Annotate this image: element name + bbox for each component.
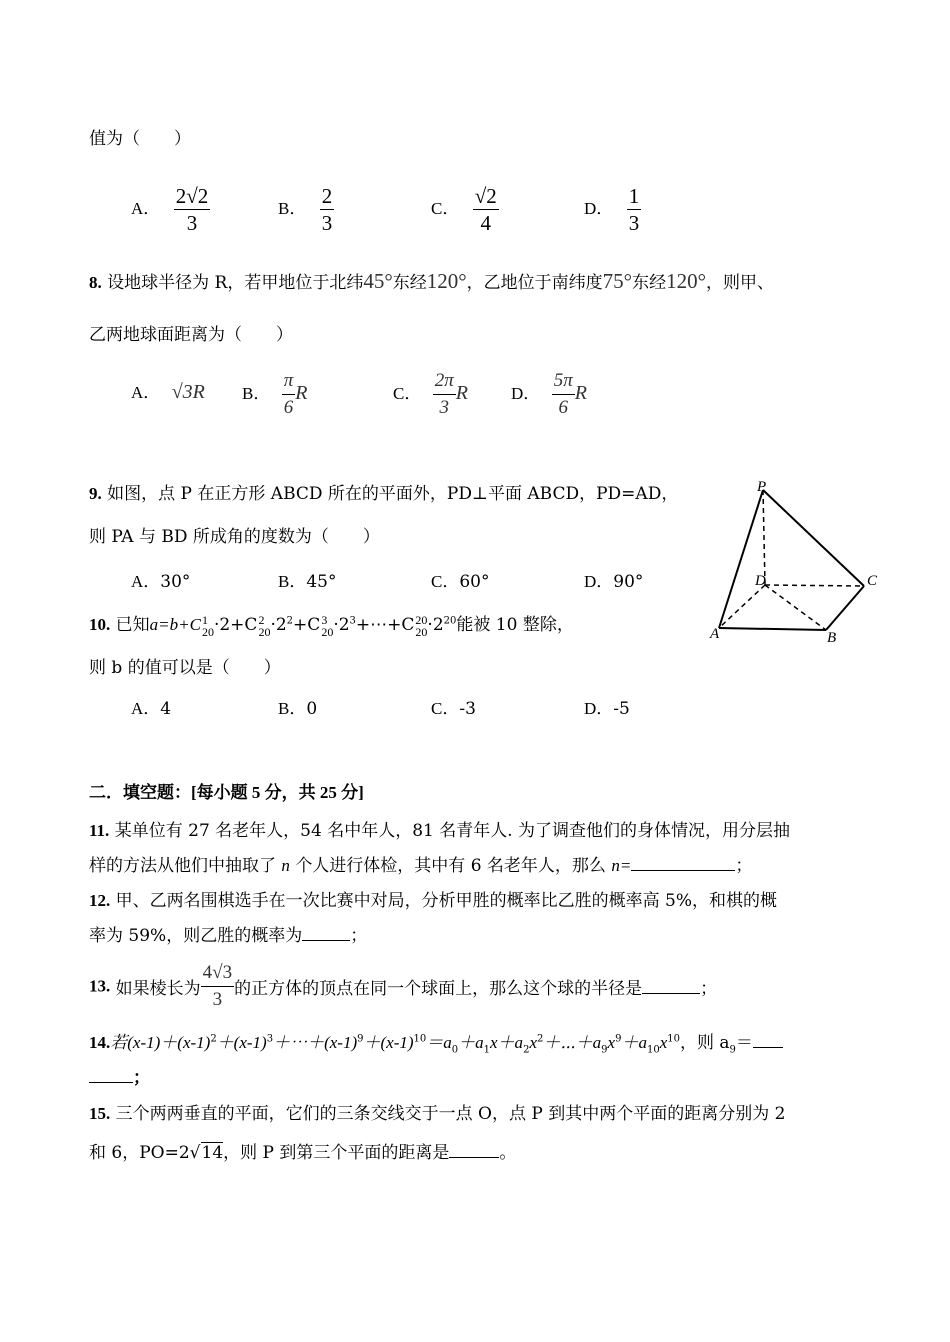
q14-expr: ＋a (621, 1033, 647, 1052)
vertex-label-p: P (757, 479, 767, 495)
numerator: 4√3 (201, 960, 234, 987)
pyramid-figure (705, 475, 890, 645)
exponent: 20 (443, 615, 457, 627)
q14-expr: x (659, 1033, 668, 1052)
edge-pd (763, 490, 765, 585)
q8-text: 设地球半径为 R，若甲地位于北纬 (107, 273, 364, 293)
q14-expr: ＋(x-1) (363, 1033, 414, 1052)
q11-var-n: n (281, 856, 290, 875)
numerator: √2 (474, 184, 497, 208)
q8-lat2: 75° (602, 269, 633, 293)
q7-option-c[interactable] (431, 183, 499, 236)
exponent: 2 (286, 615, 294, 627)
option-label: B． (278, 699, 307, 718)
question-number: 14. (89, 1033, 111, 1052)
exponent: 2 (210, 1033, 217, 1045)
option-text: 45° (306, 572, 337, 592)
exponent: 10 (667, 1033, 680, 1045)
q11-text: 个人进行体检，其中有 6 名老年人，那么 (295, 856, 606, 876)
fraction (320, 183, 335, 236)
q10-term: +C (293, 615, 321, 635)
q11-var-n: n= (611, 856, 632, 875)
question-number: 9. (89, 484, 102, 503)
q10-option-a[interactable] (131, 694, 171, 719)
numerator: 2√2 (175, 184, 209, 208)
q14-line1 (89, 1028, 783, 1056)
comb-bottom: 20 (258, 624, 271, 639)
option-text: 90° (613, 572, 644, 592)
q8-option-c[interactable] (393, 368, 468, 421)
comb-bottom: 20 (201, 624, 214, 639)
question-number: 15. (89, 1104, 111, 1123)
edge-dc (765, 585, 864, 586)
q10-text: 已知 (115, 615, 150, 635)
answer-blank[interactable] (753, 1033, 783, 1048)
q11-line2 (89, 851, 752, 876)
q11-text: 某单位有 27 名老年人，54 名中年人，81 名青年人. 为了调查他们的身体情况，用分层抽 (114, 821, 791, 841)
comb-top: 2 (258, 612, 265, 627)
exponent: 9 (615, 1033, 622, 1045)
q8-option-a[interactable] (131, 378, 205, 404)
combination (258, 614, 270, 638)
exponent: 9 (357, 1033, 364, 1045)
combination (415, 614, 427, 638)
q11-text: ； (735, 856, 753, 876)
exponent: 10 (413, 1033, 427, 1045)
q10-term: ·2 (270, 615, 287, 635)
q15-line2 (89, 1138, 516, 1163)
exponent: 3 (266, 1033, 274, 1045)
q14-expr: x (529, 1033, 537, 1052)
q10-term: ·2 (333, 615, 350, 635)
denominator: 3 (212, 989, 223, 1010)
question-number: 12. (89, 891, 111, 910)
q10-term: ·2+C (213, 615, 258, 635)
denominator: 3 (439, 397, 450, 418)
combination (202, 614, 214, 638)
comb-bottom: 20 (321, 624, 334, 639)
option-label: C． (393, 384, 422, 403)
q12-text: 率为 59%，则乙胜的概率为 (89, 926, 303, 946)
denominator: 6 (558, 397, 568, 418)
option-label: D． (584, 699, 614, 718)
q14-line2 (89, 1063, 150, 1088)
option-label: B． (278, 572, 307, 591)
option-label: D． (511, 384, 541, 403)
numerator: 1 (628, 184, 640, 208)
q8-text: ，乙地位于南纬度 (466, 273, 603, 293)
q8-lat1: 45° (363, 269, 393, 293)
option-label: D． (584, 199, 614, 218)
q14-text: ＝ (735, 1033, 753, 1053)
q8-line1 (89, 268, 774, 294)
numerator: π (282, 368, 296, 395)
q7-option-a[interactable] (131, 183, 210, 236)
q10-option-c[interactable] (431, 694, 476, 719)
edge-ab (719, 628, 826, 630)
q9-option-d[interactable] (584, 567, 643, 592)
option-label: B． (242, 384, 271, 403)
subscript: 1 (483, 1044, 491, 1056)
numerator: 5π (552, 368, 575, 395)
exponent: 3 (349, 615, 356, 627)
fraction (552, 368, 575, 421)
q12-text: ； (350, 926, 368, 946)
fraction (627, 183, 642, 236)
denominator: 4 (480, 211, 492, 235)
option-text: -3 (459, 699, 476, 719)
edge-cb (826, 586, 864, 630)
q14-text: ，则 a (679, 1033, 730, 1053)
answer-blank[interactable] (631, 856, 735, 871)
q11-text: 样的方法从他们中抽取了 (89, 856, 276, 876)
denominator: 3 (186, 211, 198, 235)
q14-expr: x＋a (490, 1033, 524, 1052)
option-label: C． (431, 572, 460, 591)
q14-expr: x (607, 1033, 616, 1052)
q10-term: ·2 (427, 615, 444, 635)
q9-option-b[interactable] (278, 567, 336, 592)
subscript: 10 (646, 1044, 660, 1056)
option-label: B． (278, 199, 307, 218)
answer-blank[interactable] (302, 926, 350, 941)
comb-top: 1 (201, 612, 208, 627)
option-label: C． (431, 699, 460, 718)
q13-text: 的正方体的顶点在同一个球面上，那么这个球的半径是 (234, 979, 643, 999)
vertex-label-d: D (755, 573, 766, 589)
question-number: 10. (89, 615, 111, 634)
q15-text: 和 6，PO=2 (89, 1143, 190, 1163)
q10-option-d[interactable] (584, 694, 630, 719)
variable: R (455, 382, 468, 404)
fraction (473, 183, 499, 236)
q15-line1 (89, 1099, 785, 1124)
q14-expr: ＋(x-1) (216, 1033, 267, 1052)
q14-expr: ＋⋯＋(x-1) (273, 1033, 358, 1052)
q8-text: 东经 (392, 273, 427, 293)
subscript: 0 (451, 1044, 459, 1056)
variable: R (574, 382, 587, 404)
numerator: 2 (321, 184, 333, 208)
comb-bottom: 20 (415, 624, 428, 639)
q10-line1 (89, 610, 574, 638)
option-label: A． (131, 383, 161, 402)
q14-text: ； (133, 1068, 150, 1087)
subscript: 2 (523, 1044, 530, 1056)
q9-option-c[interactable] (431, 567, 489, 592)
q12-line2 (89, 921, 367, 946)
q9-line2: 则 PA 与 BD 所成角的度数为（ ） (89, 527, 380, 547)
vertex-label-c: C (867, 573, 878, 589)
q12-text: 甲、乙两名围棋选手在一次比赛中对局，分析甲胜的概率比乙胜的概率高 5%，和棋的概 (115, 891, 778, 911)
fraction (282, 368, 296, 421)
sqrt-sign-icon: √ (189, 1143, 201, 1163)
q10-expr: a=b+C (149, 615, 201, 634)
edge-pa (719, 490, 763, 628)
option-label: A． (131, 572, 161, 591)
q10-text: 能被 10 整除， (456, 615, 574, 635)
vertex-label-b: B (827, 630, 837, 645)
q15-text: ，则 P 到第三个平面的距离是 (223, 1143, 450, 1163)
q8-text: ，则甲、 (705, 273, 774, 293)
option-label: A． (131, 699, 161, 718)
question-number: 8. (89, 273, 102, 292)
q9-text: 如图，点 P 在正方形 ABCD 所在的平面外，PD⊥平面 ABCD，PD=AD， (107, 484, 679, 504)
q7-option-b[interactable] (278, 183, 334, 236)
edge-pc (763, 490, 864, 586)
option-label: D． (584, 572, 614, 591)
q13-text: 如果棱长为 (115, 979, 201, 999)
section-title: 二．填空题：[每小题 5 分，共 25 分] (89, 783, 364, 802)
question-number: 13. (89, 976, 111, 996)
comb-top: 20 (415, 612, 428, 627)
denominator: 3 (321, 211, 333, 235)
subscript: 9 (601, 1044, 608, 1056)
q11-line1 (89, 816, 790, 841)
denominator: 6 (283, 397, 294, 418)
q8-option-d[interactable] (511, 368, 587, 421)
variable: R (295, 382, 308, 404)
q15-text: 三个两两垂直的平面，它们的三条交线交于一点 O，点 P 到其中两个平面的距离分别为 2 (115, 1104, 786, 1124)
answer-blank[interactable] (449, 1143, 499, 1158)
q12-line1 (89, 886, 777, 911)
numerator: 2π (433, 368, 456, 395)
q7-option-d[interactable] (584, 183, 641, 236)
q9-line1 (89, 479, 678, 504)
option-text: -5 (613, 699, 630, 719)
option-text: 0 (306, 699, 318, 719)
option-text: 60° (459, 572, 490, 592)
q14-expr: ＋a (458, 1033, 484, 1052)
q14-expr: ＝a (426, 1033, 452, 1052)
q10-option-b[interactable] (278, 694, 317, 719)
q13-text: ； (700, 979, 718, 999)
vertex-label-a: A (710, 626, 720, 642)
option-label: A． (131, 199, 161, 218)
sqrt-radicand: 14 (201, 1143, 224, 1163)
q14-expr: ＋⋯＋a (543, 1033, 602, 1052)
edge-db (765, 585, 826, 630)
q8-option-b[interactable] (242, 368, 308, 421)
option-text: 4 (160, 699, 172, 719)
q8-lon2: 120° (666, 269, 706, 293)
q14-expr: 若(x-1)＋(x-1) (110, 1033, 211, 1052)
q8-line2: 乙两地球面距离为（ ） (89, 325, 293, 345)
answer-blank-continued[interactable] (89, 1068, 133, 1083)
q8-lon1: 120° (426, 269, 467, 293)
option-text: 30° (160, 572, 191, 592)
option-label: C． (431, 199, 460, 218)
fraction (433, 368, 456, 421)
fraction (174, 183, 211, 236)
q9-option-a[interactable] (131, 567, 190, 592)
q10-term: +⋯+C (355, 615, 415, 635)
exponent: 2 (536, 1033, 544, 1045)
fraction (201, 960, 234, 1013)
denominator: 3 (628, 211, 640, 235)
question-number: 11. (89, 821, 110, 840)
q8-option-a-expr: √3R (171, 381, 205, 403)
q15-text: 。 (499, 1143, 517, 1163)
comb-top: 3 (321, 612, 328, 627)
q10-line2: 则 b 的值可以是（ ） (89, 658, 281, 678)
q8-text: 东经 (632, 273, 667, 293)
answer-blank[interactable] (642, 979, 700, 994)
q7-stem-tail: 值为（ ） (89, 129, 191, 149)
combination (321, 614, 333, 638)
q13-line (89, 960, 717, 1013)
subscript: 9 (729, 1044, 736, 1056)
